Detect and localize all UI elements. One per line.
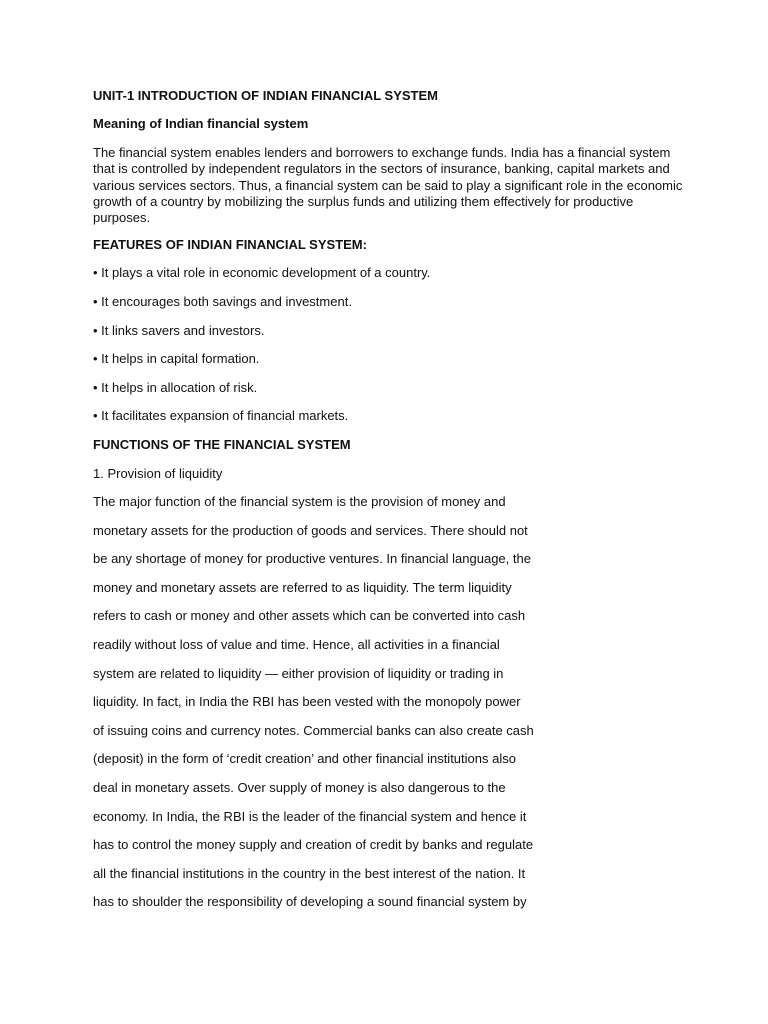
feature-item: • It helps in capital formation. bbox=[93, 351, 260, 367]
paragraph-line: money and monetary assets are referred to as liquidity. The term liquidity bbox=[93, 579, 512, 595]
paragraph-line: has to shoulder the responsibility of developing a sound financial system by bbox=[93, 894, 527, 910]
feature-item: • It helps in allocation of risk. bbox=[93, 379, 258, 395]
meaning-heading: Meaning of Indian financial system bbox=[93, 116, 309, 131]
features-heading: FEATURES OF INDIAN FINANCIAL SYSTEM: bbox=[93, 237, 367, 253]
paragraph-line: refers to cash or money and other assets which can be converted into cash bbox=[93, 608, 526, 624]
paragraph-line: economy. In India, the RBI is the leader of the financial system and hence it bbox=[93, 808, 527, 824]
paragraph-line: all the financial institutions in the country in the best interest of the nation. It bbox=[93, 865, 526, 881]
paragraph-line: be any shortage of money for productive ventures. In financial language, the bbox=[93, 551, 531, 567]
function-1-title: 1. Provision of liquidity bbox=[93, 466, 223, 482]
paragraph-line: deal in monetary assets. Over supply of money is also dangerous to the bbox=[93, 779, 506, 795]
feature-item: • It plays a vital role in economic development of a country. bbox=[93, 265, 431, 281]
paragraph-line: (deposit) in the form of ‘credit creation’ and other financial institutions also bbox=[93, 751, 516, 767]
paragraph-line: has to control the money supply and creation of credit by banks and regulate bbox=[93, 837, 534, 853]
feature-item: • It facilitates expansion of financial markets. bbox=[93, 408, 349, 424]
intro-paragraph: The financial system enables lenders and borrowers to exchange funds. India has a financial system that is controlled by independent regulators in the sectors of insurance, banking, capital markets and various services sectors. Thus, a financial system can be said to play a significant role in the economic growth of a country by mobilizing the surplus funds and utilizing them effectively for productive purposes. bbox=[93, 145, 683, 226]
unit-title: UNIT-1 INTRODUCTION OF INDIAN FINANCIAL SYSTEM bbox=[93, 88, 438, 103]
feature-item: • It encourages both savings and investment. bbox=[93, 294, 352, 310]
function-1-paragraph bbox=[93, 494, 693, 923]
feature-item: • It links savers and investors. bbox=[93, 322, 265, 338]
functions-heading: FUNCTIONS OF THE FINANCIAL SYSTEM bbox=[93, 437, 351, 453]
document-body bbox=[93, 88, 693, 923]
paragraph-line: system are related to liquidity — either provision of liquidity or trading in bbox=[93, 665, 504, 681]
paragraph-line: liquidity. In fact, in India the RBI has been vested with the monopoly power bbox=[93, 694, 521, 710]
paragraph-line: of issuing coins and currency notes. Commercial banks can also create cash bbox=[93, 722, 534, 738]
features-list bbox=[93, 265, 693, 424]
paragraph-line: readily without loss of value and time. Hence, all activities in a financial bbox=[93, 637, 500, 653]
paragraph-line: monetary assets for the production of goods and services. There should not bbox=[93, 522, 528, 538]
paragraph-line: The major function of the financial system is the provision of money and bbox=[93, 494, 506, 510]
